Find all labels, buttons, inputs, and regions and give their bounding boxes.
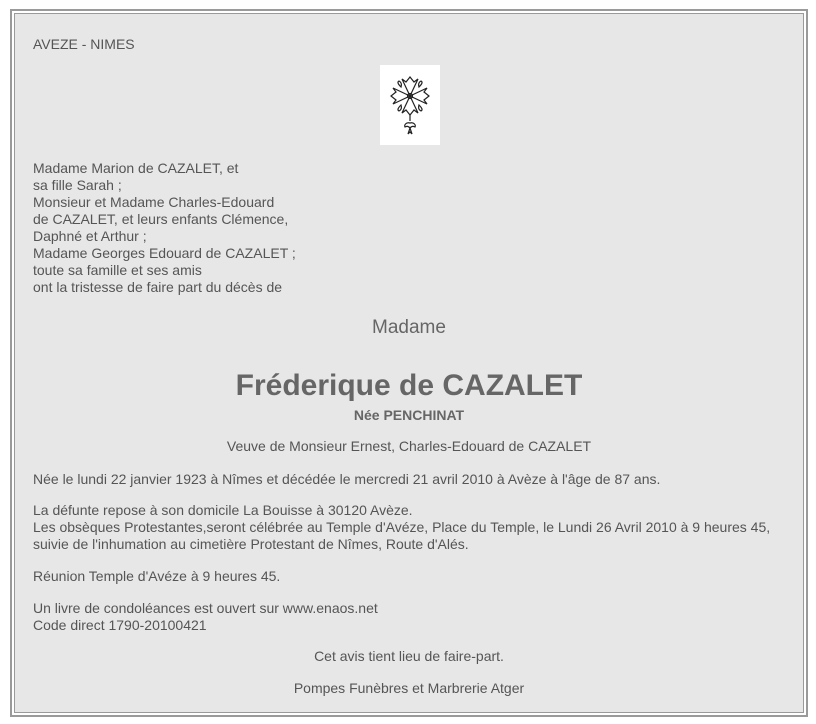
announcers-block	[33, 160, 533, 296]
notice-panel	[14, 13, 804, 713]
funeral-details	[33, 502, 785, 553]
huguenot-cross-icon	[380, 65, 440, 145]
reunion-line: Réunion Temple d'Avéze à 9 heures 45.	[33, 568, 281, 584]
birth-death-dates: Née le lundi 22 janvier 1923 à Nîmes et décédée le mercredi 21 avril 2010 à Avèze à l'âge de 87 ans.	[33, 471, 661, 487]
announcer-line: Monsieur et Madame Charles-Edouard	[33, 194, 275, 210]
announcer-line: de CAZALET, et leurs enfants Clémence,	[33, 211, 289, 227]
notice-frame	[10, 9, 808, 717]
direct-code: Code direct 1790-20100421	[33, 617, 207, 633]
announcer-line: ont la tristesse de faire part du décès de	[33, 279, 283, 295]
condolences-block	[33, 600, 785, 634]
repose-line: La défunte repose à son domicile La Bouisse à 30120 Avèze.	[33, 502, 413, 518]
announcer-line: Daphné et Arthur ;	[33, 228, 147, 244]
notice-statement: Cet avis tient lieu de faire-part.	[314, 648, 504, 664]
funeral-line: Les obsèques Protestantes,seront célébrée au Temple d'Avéze, Place du Temple, le Lundi 26 Avril 2010 à 9 heures 45, suivie de l'inhumation au cimetière Protestant de Nîmes, Route d'Alés.	[33, 519, 771, 552]
maiden-name: Née PENCHINAT	[353, 407, 465, 423]
announcer-line: sa fille Sarah ;	[33, 177, 122, 193]
widow-of-line: Veuve de Monsieur Ernest, Charles-Edouard de CAZALET	[226, 438, 592, 454]
location-header: AVEZE - NIMES	[33, 36, 135, 52]
announcer-line: toute sa famille et ses amis	[33, 262, 202, 278]
announcer-line: Madame Georges Edouard de CAZALET ;	[33, 245, 296, 261]
funeral-home: Pompes Funèbres et Marbrerie Atger	[293, 680, 525, 696]
deceased-title: Madame	[372, 317, 446, 338]
deceased-name: Fréderique de CAZALET	[235, 369, 583, 402]
condolences-line: Un livre de condoléances est ouvert sur www.enaos.net	[33, 600, 378, 616]
emblem-box	[380, 65, 440, 145]
announcer-line: Madame Marion de CAZALET, et	[33, 160, 239, 176]
